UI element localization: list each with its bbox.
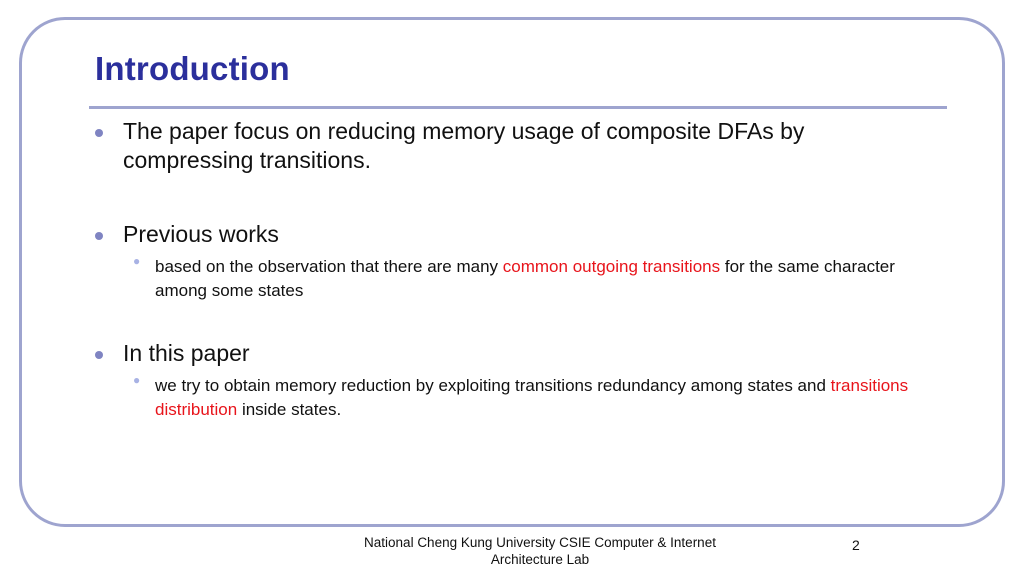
slide-footer (330, 534, 750, 568)
sub-bullet-dot-icon: ● (133, 373, 141, 387)
sub-bullet-3-after: inside states. (237, 400, 342, 419)
sub-bullet-3-text (155, 374, 915, 422)
footer-line-1: National Cheng Kung University CSIE Computer & Internet (364, 535, 716, 550)
slide-title: Introduction (95, 50, 290, 87)
sub-bullet-3-highlight: transitions distribution (155, 376, 909, 419)
bullet-dot-icon (95, 232, 103, 240)
bullet-dot-icon (95, 129, 103, 137)
bullet-2-text: Previous works (123, 221, 279, 247)
sub-bullet-2-after: for the same character among some states (155, 257, 895, 300)
sub-bullet-3-before: we try to obtain memory reduction by exploiting transitions redundancy among states and (155, 376, 831, 395)
title-divider (89, 106, 947, 109)
sub-bullet-dot-icon: ● (133, 254, 141, 268)
sub-bullet-2-before: based on the observation that there are many (155, 257, 503, 276)
bullet-1-text: The paper focus on reducing memory usage of composite DFAs by compressing transitions. (123, 118, 805, 173)
footer-line-2: Architecture Lab (490, 552, 590, 567)
page-number: 2 (852, 537, 860, 553)
sub-bullet-2-text (155, 255, 915, 303)
bullet-dot-icon (95, 351, 103, 359)
bullet-3-text: In this paper (123, 340, 250, 366)
sub-bullet-2-highlight: common outgoing transitions (502, 257, 721, 276)
